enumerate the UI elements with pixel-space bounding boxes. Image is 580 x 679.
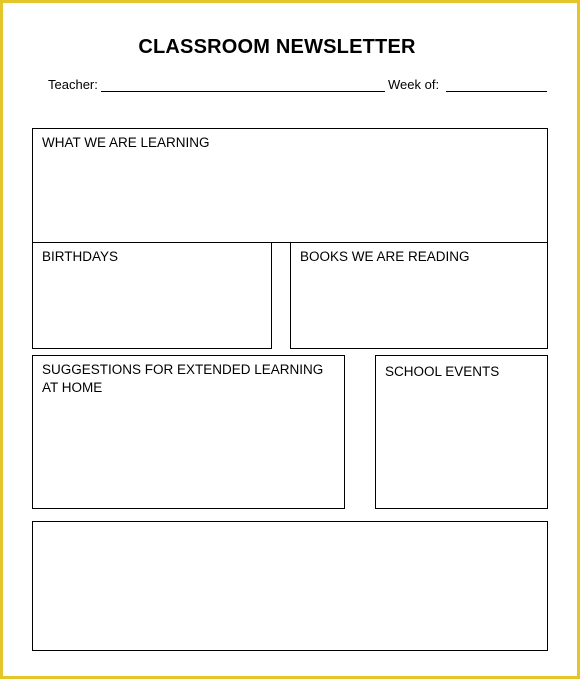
page-title: CLASSROOM NEWSLETTER: [138, 36, 416, 58]
suggestions-box[interactable]: [32, 355, 345, 509]
learning-box[interactable]: [32, 128, 548, 243]
teacher-field[interactable]: [101, 91, 385, 92]
bottom-box[interactable]: [32, 521, 548, 651]
week-field[interactable]: [446, 91, 547, 92]
books-label: BOOKS WE ARE READING: [300, 249, 470, 264]
birthdays-box[interactable]: [32, 242, 272, 349]
events-box[interactable]: [375, 355, 548, 509]
learning-label: WHAT WE ARE LEARNING: [42, 135, 210, 150]
suggestions-label: SUGGESTIONS FOR EXTENDED LEARNING AT HOME: [42, 362, 324, 395]
birthdays-label: BIRTHDAYS: [42, 249, 119, 264]
week-label: Week of:: [388, 77, 440, 92]
events-label: SCHOOL EVENTS: [385, 364, 500, 379]
books-box[interactable]: [290, 242, 548, 349]
teacher-label: Teacher:: [48, 77, 98, 92]
